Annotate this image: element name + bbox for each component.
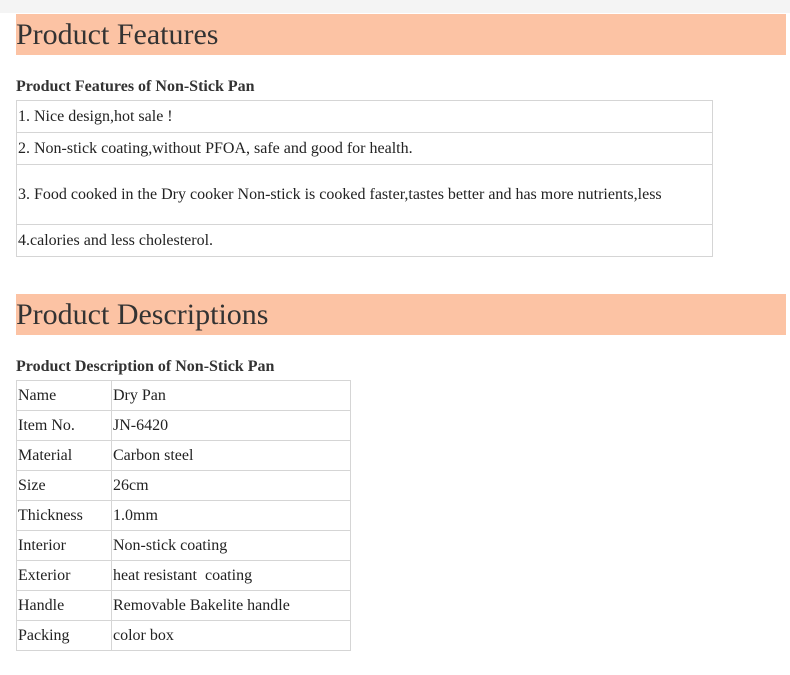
spec-key: Exterior [17,561,112,591]
table-row [17,471,351,501]
spec-key: Size [17,471,112,501]
spec-key: Thickness [17,501,112,531]
features-subheading: Product Features of Non-Stick Pan [16,78,255,95]
feature-item: 3. Food cooked in the Dry cooker Non-stick is cooked faster,tastes better and has more nutrients,less [17,165,713,225]
spec-value: 1.0mm [112,501,351,531]
descriptions-table [16,380,351,651]
table-row [17,591,351,621]
spec-value: JN-6420 [112,411,351,441]
spec-key: Item No. [17,411,112,441]
spec-key: Material [17,441,112,471]
spec-value: color box [112,621,351,651]
table-row [17,441,351,471]
descriptions-banner [16,294,786,335]
table-row [17,101,713,133]
spec-key: Interior [17,531,112,561]
spec-value: Dry Pan [112,381,351,411]
spec-value: Non-stick coating [112,531,351,561]
table-row [17,381,351,411]
descriptions-heading: Product Descriptions [16,298,269,331]
spec-key: Name [17,381,112,411]
table-row [17,561,351,591]
features-heading: Product Features [16,18,219,51]
table-row [17,501,351,531]
table-row [17,621,351,651]
descriptions-subheading: Product Description of Non-Stick Pan [16,358,275,375]
table-row [17,411,351,441]
table-row [17,225,713,257]
spec-key: Packing [17,621,112,651]
spec-key: Handle [17,591,112,621]
table-row [17,531,351,561]
spec-value: Carbon steel [112,441,351,471]
features-banner [16,14,786,55]
spec-value: 26cm [112,471,351,501]
top-bar [0,0,790,13]
spec-value: heat resistant coating [112,561,351,591]
table-row [17,165,713,225]
feature-item: 2. Non-stick coating,without PFOA, safe and good for health. [17,133,713,165]
table-row [17,133,713,165]
feature-item: 4.calories and less cholesterol. [17,225,713,257]
features-table [16,100,713,257]
feature-item: 1. Nice design,hot sale ! [17,101,713,133]
spec-value: Removable Bakelite handle [112,591,351,621]
